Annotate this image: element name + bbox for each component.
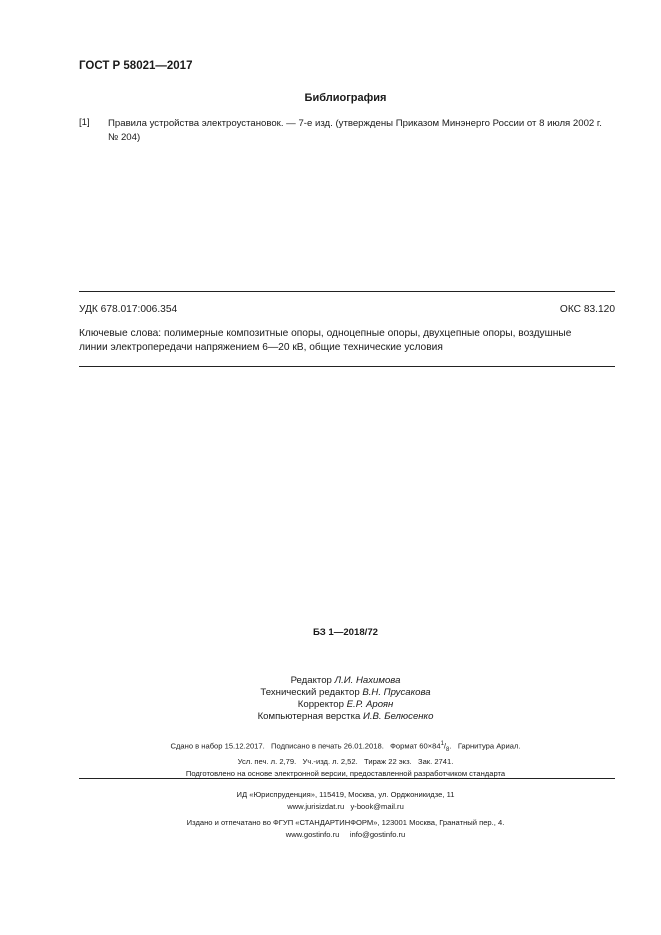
staff-role: Редактор [290, 675, 332, 686]
staff-editor [30, 675, 661, 687]
reference-number: [1] [79, 117, 90, 128]
bibliography-title: Библиография [304, 92, 387, 104]
keywords-line-1: Ключевые слова: полимерные композитные опоры, одноцепные опоры, двухцепные опоры, воздушные [79, 328, 572, 339]
print-details [0, 738, 661, 780]
staff-name: И.В. Белюсенко [363, 711, 434, 722]
format-numerator: 1 [440, 741, 444, 747]
print-dates: Сдано в набор 15.12.2017. Подписано в печать 26.01.2018. Формат 60×84 [170, 741, 441, 751]
staff-layout [30, 711, 661, 723]
standard-code-header: ГОСТ Р 58021—2017 [79, 60, 193, 72]
publisher-address: ИД «Юриспруденция», 115419, Москва, ул. Орджоникидзе, 11 [236, 790, 455, 799]
staff-tech-editor [30, 687, 661, 699]
staff-proofreader [30, 699, 661, 711]
staff-name: Л.И. Нахимова [334, 675, 401, 686]
printer-info [0, 817, 661, 841]
print-details-line-2: Усл. печ. л. 2,79. Уч.-изд. л. 2,52. Тираж 22 экз. Зак. 2741. [237, 757, 454, 767]
staff-role: Компьютерная верстка [257, 711, 361, 722]
format-denominator: 8 [446, 747, 450, 754]
bz-number: БЗ 1—2018/72 [312, 627, 379, 638]
top-divider [79, 291, 615, 292]
reference-text-line-1: Правила устройства электроустановок. — 7-е изд. (утверждены Приказом Минэнерго России от 8 июля 2002 г. [108, 118, 602, 129]
staff-role: Корректор [297, 699, 344, 710]
publisher-info [0, 789, 661, 813]
keywords-line-2: линии электропередачи напряжением 6—20 кВ, общие технические условия [79, 342, 443, 353]
print-details-line-3: Подготовлено на основе электронной версии, предоставленной разработчиком стандарта [185, 769, 506, 779]
staff-role: Технический редактор [260, 687, 360, 698]
print-details-line-1: Сдано в набор 15.12.2017. Подписано в печать 26.01.2018. Формат $60\times 84^1/_8$. Гарнитура Ариал. [170, 741, 521, 754]
reference-text [108, 117, 618, 145]
editorial-staff [0, 675, 661, 723]
print-typeface: . Гарнитура Ариал. [449, 741, 521, 751]
staff-name: В.Н. Прусакова [362, 687, 431, 698]
imprint-divider [79, 778, 615, 779]
udk-code: УДК 678.017:006.354 [79, 304, 178, 315]
keywords [79, 327, 619, 355]
printer-address: Издано и отпечатано во ФГУП «СТАНДАРТИНФОРМ», 123001 Москва, Гранатный пер., 4. [186, 818, 505, 827]
publisher-contacts: www.jurisizdat.ru y-book@mail.ru [287, 802, 404, 811]
printer-contacts: www.gostinfo.ru info@gostinfo.ru [285, 830, 406, 839]
reference-text-line-2: № 204) [108, 132, 141, 143]
staff-name: Е.Р. Ароян [346, 699, 394, 710]
bottom-divider [79, 366, 615, 367]
oks-code: ОКС 83.120 [559, 304, 615, 315]
